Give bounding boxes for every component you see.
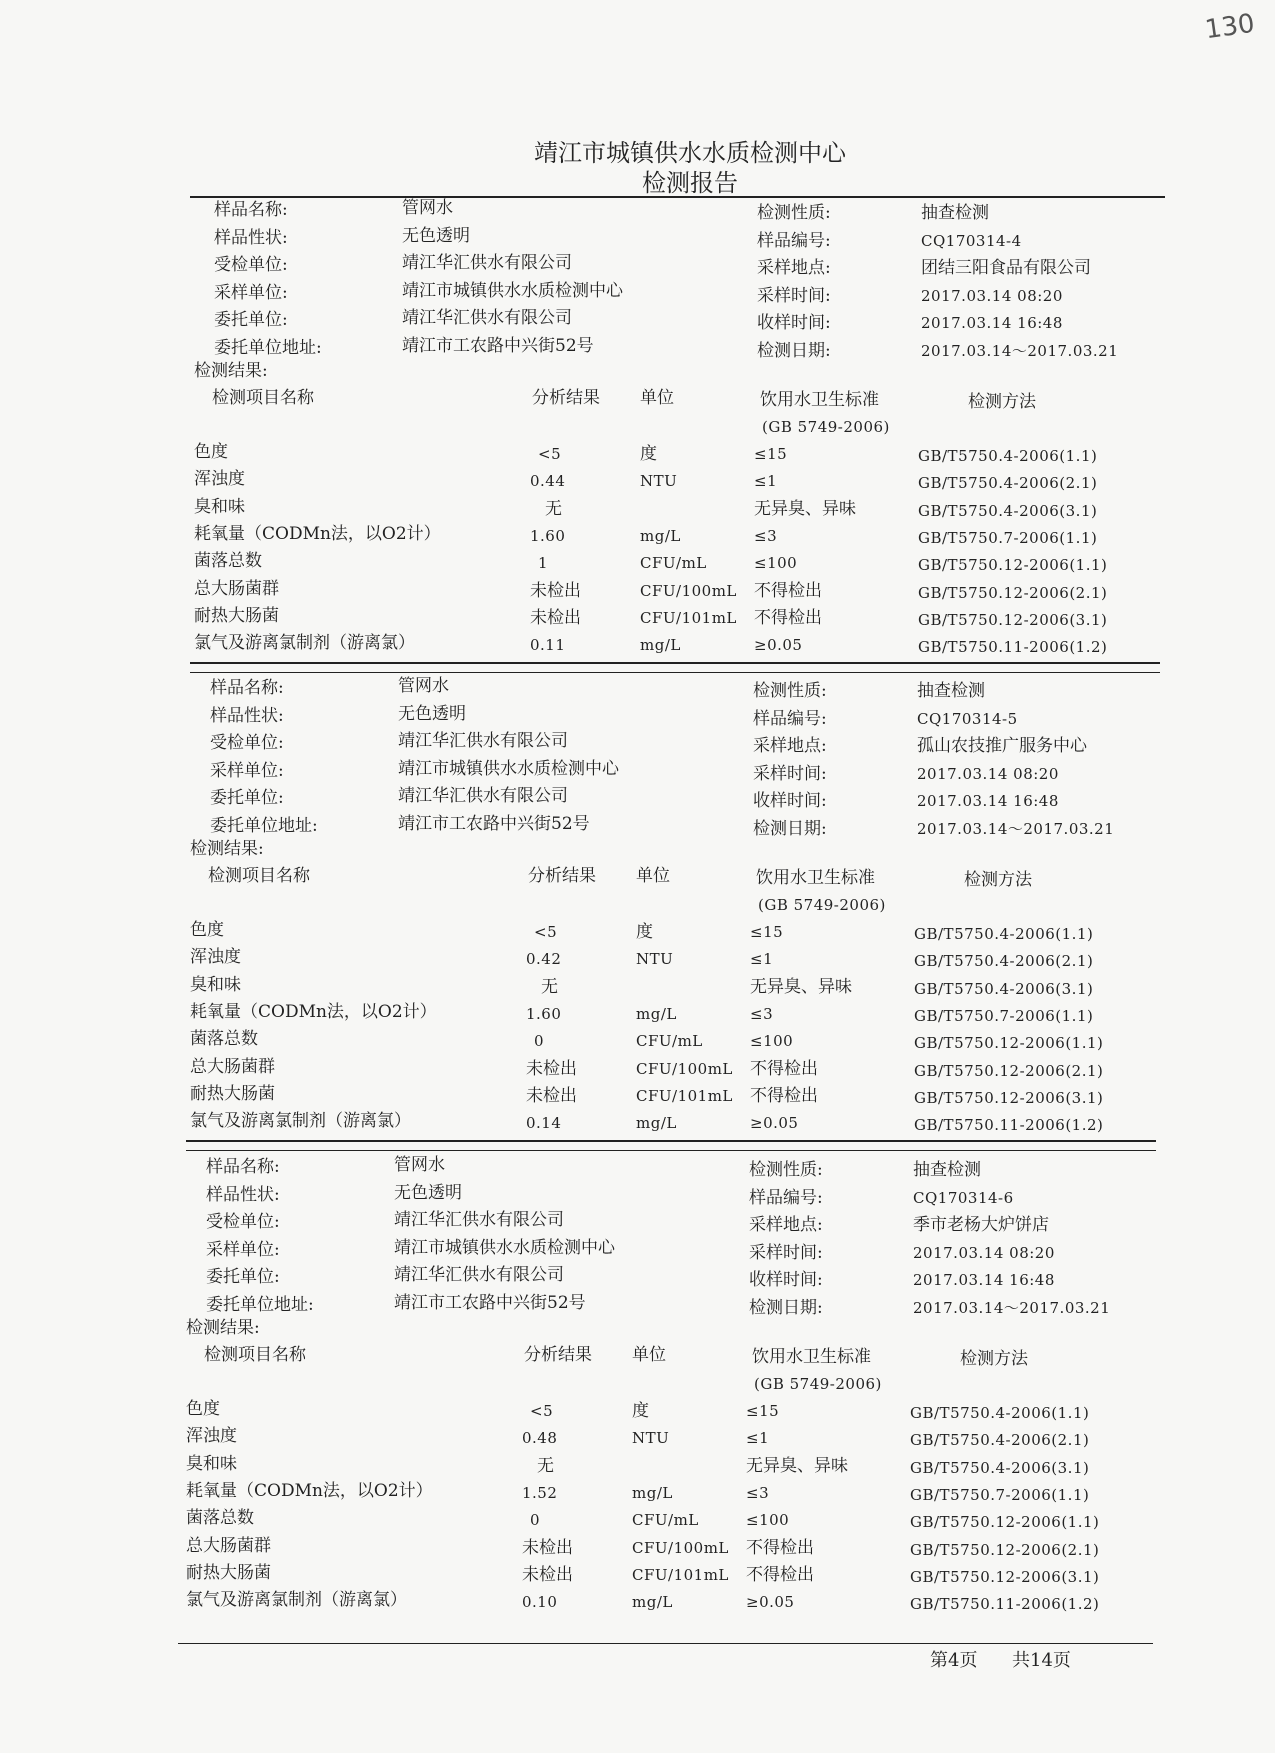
value-sample-name: 管网水 [402,198,453,218]
cell-result: 0.14 [526,1114,562,1133]
value-sampling-unit: 靖江市城镇供水水质检测中心 [398,758,619,779]
cell-item: 总大肠菌群 [186,1535,271,1556]
cell-item: 臭和味 [186,1453,237,1474]
cell-item: 色度 [190,920,224,940]
cell-unit: 度 [632,1401,649,1421]
results-label: 检测结果: [186,1318,260,1338]
column-header-standard-code: (GB 5749-2006) [762,418,890,436]
cell-method: GB/T5750.7-2006(1.1) [914,1006,1094,1025]
label-client-unit: 委托单位: [210,788,284,808]
value-receive-time: 2017.03.14 16:48 [917,792,1059,810]
label-test-nature: 检测性质: [753,681,827,701]
cell-result: 0.44 [530,472,566,491]
label-sample-state: 样品性状: [214,227,288,248]
cell-result: 未检出 [530,607,581,628]
label-sample-no: 样品编号: [749,1187,823,1208]
section-divider [186,1140,1156,1142]
cell-method: GB/T5750.4-2006(3.1) [918,501,1098,520]
cell-item: 氯气及游离氯制剂（游离氯） [190,1111,411,1132]
red-stamp-mark [1245,820,1273,990]
cell-result: 未检出 [530,580,581,601]
column-header-standard-code: (GB 5749-2006) [754,1375,882,1393]
cell-result: 无 [537,1455,554,1476]
column-header-method: 检测方法 [964,870,1032,890]
cell-standard: 不得检出 [750,1085,818,1106]
cell-standard: ≤100 [754,554,798,573]
value-inspected-unit: 靖江华汇供水有限公司 [398,731,568,751]
column-header-result: 分析结果 [528,866,596,886]
column-header-item: 检测项目名称 [212,388,314,408]
cell-unit: mg/L [632,1483,673,1502]
results-label: 检测结果: [190,839,264,859]
cell-unit: CFU/101mL [636,1086,733,1105]
cell-result: <5 [530,1402,554,1420]
cell-item: 臭和味 [194,496,245,517]
cell-standard: 不得检出 [746,1564,814,1585]
value-test-date: 2017.03.14～2017.03.21 [913,1298,1111,1317]
cell-result: 无 [541,976,558,997]
cell-result: 0 [534,1032,545,1051]
value-sampling-time: 2017.03.14 08:20 [921,286,1063,305]
cell-unit: mg/L [636,1004,677,1023]
cell-standard: ≤3 [750,1004,774,1023]
value-test-date: 2017.03.14～2017.03.21 [921,341,1119,360]
section-divider-secondary [186,1150,1156,1151]
cell-item: 氯气及游离氯制剂（游离氯） [186,1590,407,1611]
cell-result: 0.10 [522,1593,558,1612]
label-receive-time: 收样时间: [753,791,827,811]
label-client-address: 委托单位地址: [210,815,318,836]
label-sampling-unit: 采样单位: [214,282,288,303]
cell-method: GB/T5750.11-2006(1.2) [910,1595,1100,1614]
column-header-standard: 饮用水卫生标准 [760,390,879,410]
value-client-unit: 靖江华汇供水有限公司 [394,1265,564,1285]
value-test-nature: 抽查检测 [913,1160,981,1180]
cell-unit: NTU [636,950,674,969]
cell-method: GB/T5750.4-2006(2.1) [918,474,1098,493]
cell-method: GB/T5750.11-2006(1.2) [914,1116,1104,1135]
column-header-unit: 单位 [640,388,674,408]
label-sample-name: 样品名称: [210,678,284,698]
cell-item: 总大肠菌群 [194,578,279,599]
cell-standard: ≤100 [750,1032,794,1051]
column-header-unit: 单位 [636,866,670,886]
cell-standard: ≥0.05 [754,636,803,655]
label-client-unit: 委托单位: [214,310,288,330]
label-test-date: 检测日期: [757,340,831,361]
label-inspected-unit: 受检单位: [214,255,288,275]
cell-unit: CFU/101mL [640,608,737,627]
cell-standard: 不得检出 [750,1058,818,1079]
cell-method: GB/T5750.12-2006(3.1) [914,1088,1104,1107]
label-test-date: 检测日期: [753,818,827,839]
column-header-method: 检测方法 [960,1349,1028,1369]
cell-standard: ≤3 [746,1483,770,1502]
cell-unit: CFU/100mL [632,1538,729,1557]
value-sampling-unit: 靖江市城镇供水水质检测中心 [402,280,623,301]
label-test-date: 检测日期: [749,1297,823,1318]
cell-item: 浑浊度 [190,947,241,968]
cell-item: 总大肠菌群 [190,1056,275,1077]
column-header-result: 分析结果 [532,388,600,408]
cell-unit: mg/L [640,526,681,545]
value-inspected-unit: 靖江华汇供水有限公司 [402,253,572,273]
cell-result: 未检出 [526,1085,577,1106]
cell-result: 0.42 [526,950,562,969]
label-test-nature: 检测性质: [757,203,831,223]
cell-standard: ≤1 [746,1429,770,1448]
value-sample-name: 管网水 [394,1155,445,1175]
label-sampling-site: 采样地点: [757,258,831,278]
column-header-unit: 单位 [632,1345,666,1365]
cell-result: <5 [538,445,562,463]
cell-method: GB/T5750.4-2006(1.1) [910,1404,1090,1422]
column-header-standard: 饮用水卫生标准 [756,868,875,888]
cell-unit: CFU/101mL [632,1565,729,1584]
cell-item: 耗氧量（CODMn法，以O2计） [194,523,441,544]
value-inspected-unit: 靖江华汇供水有限公司 [394,1210,564,1230]
cell-item: 氯气及游离氯制剂（游离氯） [194,633,415,654]
cell-unit: NTU [632,1429,670,1448]
value-sample-no: CQ170314-5 [917,709,1018,728]
report-title: 检测报告 [642,169,738,197]
label-sample-no: 样品编号: [757,230,831,251]
label-sampling-site: 采样地点: [753,736,827,756]
value-sample-name: 管网水 [398,676,449,696]
cell-unit: 度 [636,922,653,942]
value-receive-time: 2017.03.14 16:48 [921,314,1063,332]
label-client-address: 委托单位地址: [206,1294,314,1315]
cell-method: GB/T5750.12-2006(3.1) [910,1567,1100,1586]
cell-unit: CFU/mL [632,1511,699,1530]
label-test-nature: 检测性质: [749,1160,823,1180]
cell-method: GB/T5750.4-2006(2.1) [914,952,1094,971]
cell-standard: 无异臭、异味 [746,1455,848,1476]
cell-standard: 不得检出 [754,607,822,628]
cell-method: GB/T5750.4-2006(1.1) [918,447,1098,465]
label-sampling-site: 采样地点: [749,1215,823,1235]
value-sampling-site: 孤山农技推广服务中心 [917,736,1087,756]
cell-unit: mg/L [632,1593,673,1612]
page-total: 共14页 [1012,1650,1071,1671]
cell-unit: mg/L [636,1114,677,1133]
cell-method: GB/T5750.12-2006(1.1) [914,1034,1104,1053]
cell-method: GB/T5750.4-2006(1.1) [914,925,1094,943]
section-divider-secondary [190,672,1160,673]
label-sample-name: 样品名称: [214,200,288,220]
value-sampling-unit: 靖江市城镇供水水质检测中心 [394,1237,615,1258]
cell-unit: 度 [640,444,657,464]
value-sampling-time: 2017.03.14 08:20 [913,1243,1055,1262]
label-sampling-unit: 采样单位: [210,760,284,781]
cell-standard: ≤15 [750,923,784,941]
cell-standard: 不得检出 [754,580,822,601]
section-divider [190,662,1160,664]
value-sampling-site: 团结三阳食品有限公司 [921,258,1091,278]
value-client-unit: 靖江华汇供水有限公司 [402,308,572,328]
cell-standard: ≤1 [754,472,778,491]
cell-item: 浑浊度 [186,1426,237,1447]
label-inspected-unit: 受检单位: [206,1212,280,1232]
cell-method: GB/T5750.4-2006(3.1) [914,979,1094,998]
label-sampling-time: 采样时间: [753,763,827,784]
cell-item: 浑浊度 [194,469,245,490]
label-receive-time: 收样时间: [749,1270,823,1290]
value-sampling-site: 季市老杨大炉饼店 [913,1215,1049,1235]
cell-result: 未检出 [522,1537,573,1558]
value-client-address: 靖江市工农路中兴街52号 [398,813,590,834]
value-receive-time: 2017.03.14 16:48 [913,1271,1055,1289]
header-rule [190,196,1165,198]
cell-result: <5 [534,923,558,941]
cell-standard: ≤100 [746,1511,790,1530]
cell-result: 0.11 [530,636,566,655]
value-client-address: 靖江市工农路中兴街52号 [402,335,594,356]
cell-method: GB/T5750.4-2006(3.1) [910,1458,1090,1477]
footer-rule [178,1643,1153,1644]
value-test-nature: 抽查检测 [921,203,989,223]
label-sampling-time: 采样时间: [757,285,831,306]
value-sample-state: 无色透明 [398,703,466,724]
value-test-date: 2017.03.14～2017.03.21 [917,819,1115,838]
cell-item: 色度 [186,1399,220,1419]
cell-standard: ≤15 [746,1402,780,1420]
cell-item: 耐热大肠菌 [190,1083,275,1104]
cell-method: GB/T5750.12-2006(1.1) [918,556,1108,575]
cell-result: 0.48 [522,1429,558,1448]
label-sampling-unit: 采样单位: [206,1239,280,1260]
cell-unit: CFU/100mL [640,581,737,600]
column-header-item: 检测项目名称 [204,1345,306,1365]
label-sample-name: 样品名称: [206,1157,280,1177]
cell-standard: ≤3 [754,526,778,545]
cell-item: 菌落总数 [190,1029,258,1050]
report-organization-title: 靖江市城镇供水水质检测中心 [534,139,846,167]
cell-unit: NTU [640,472,678,491]
value-sampling-time: 2017.03.14 08:20 [917,764,1059,783]
cell-unit: CFU/mL [640,554,707,573]
cell-method: GB/T5750.12-2006(2.1) [918,583,1108,602]
column-header-standard: 饮用水卫生标准 [752,1347,871,1367]
cell-item: 色度 [194,442,228,462]
value-sample-no: CQ170314-6 [913,1188,1014,1207]
cell-standard: 不得检出 [746,1537,814,1558]
cell-result: 1 [538,554,549,573]
cell-method: GB/T5750.12-2006(3.1) [918,610,1108,629]
cell-result: 未检出 [522,1564,573,1585]
value-client-unit: 靖江华汇供水有限公司 [398,786,568,806]
value-test-nature: 抽查检测 [917,681,985,701]
cell-unit: CFU/100mL [636,1059,733,1078]
label-sampling-time: 采样时间: [749,1242,823,1263]
column-header-method: 检测方法 [968,392,1036,412]
column-header-item: 检测项目名称 [208,866,310,886]
cell-standard: ≤15 [754,445,788,463]
cell-method: GB/T5750.7-2006(1.1) [910,1485,1090,1504]
value-client-address: 靖江市工农路中兴街52号 [394,1292,586,1313]
cell-item: 耐热大肠菌 [186,1562,271,1583]
label-client-unit: 委托单位: [206,1267,280,1287]
value-sample-no: CQ170314-4 [921,231,1022,250]
cell-result: 未检出 [526,1058,577,1079]
cell-method: GB/T5750.12-2006(2.1) [910,1540,1100,1559]
label-sample-state: 样品性状: [206,1184,280,1205]
column-header-result: 分析结果 [524,1345,592,1365]
label-receive-time: 收样时间: [757,313,831,333]
cell-method: GB/T5750.12-2006(1.1) [910,1513,1100,1532]
cell-item: 菌落总数 [186,1508,254,1529]
cell-item: 臭和味 [190,974,241,995]
page-number: 第4页 [930,1650,978,1671]
cell-method: GB/T5750.12-2006(2.1) [914,1061,1104,1080]
cell-item: 耗氧量（CODMn法，以O2计） [190,1001,437,1022]
value-sample-state: 无色透明 [402,225,470,246]
cell-standard: ≥0.05 [746,1593,795,1612]
cell-method: GB/T5750.7-2006(1.1) [918,528,1098,547]
value-sample-state: 无色透明 [394,1182,462,1203]
cell-method: GB/T5750.4-2006(2.1) [910,1431,1090,1450]
column-header-standard-code: (GB 5749-2006) [758,896,886,914]
label-sample-no: 样品编号: [753,708,827,729]
cell-standard: 无异臭、异味 [750,976,852,997]
cell-standard: 无异臭、异味 [754,498,856,519]
cell-result: 无 [545,498,562,519]
label-client-address: 委托单位地址: [214,337,322,358]
cell-result: 0 [530,1511,541,1530]
cell-result: 1.52 [522,1483,558,1502]
cell-item: 耗氧量（CODMn法，以O2计） [186,1480,433,1501]
results-label: 检测结果: [194,361,268,381]
cell-item: 耐热大肠菌 [194,605,279,626]
cell-method: GB/T5750.11-2006(1.2) [918,638,1108,657]
cell-standard: ≤1 [750,950,774,969]
cell-unit: CFU/mL [636,1032,703,1051]
cell-item: 菌落总数 [194,551,262,572]
cell-result: 1.60 [526,1004,562,1023]
cell-unit: mg/L [640,636,681,655]
handwritten-page-number: 130 [1203,8,1257,46]
cell-result: 1.60 [530,526,566,545]
label-inspected-unit: 受检单位: [210,733,284,753]
cell-standard: ≥0.05 [750,1114,799,1133]
label-sample-state: 样品性状: [210,705,284,726]
